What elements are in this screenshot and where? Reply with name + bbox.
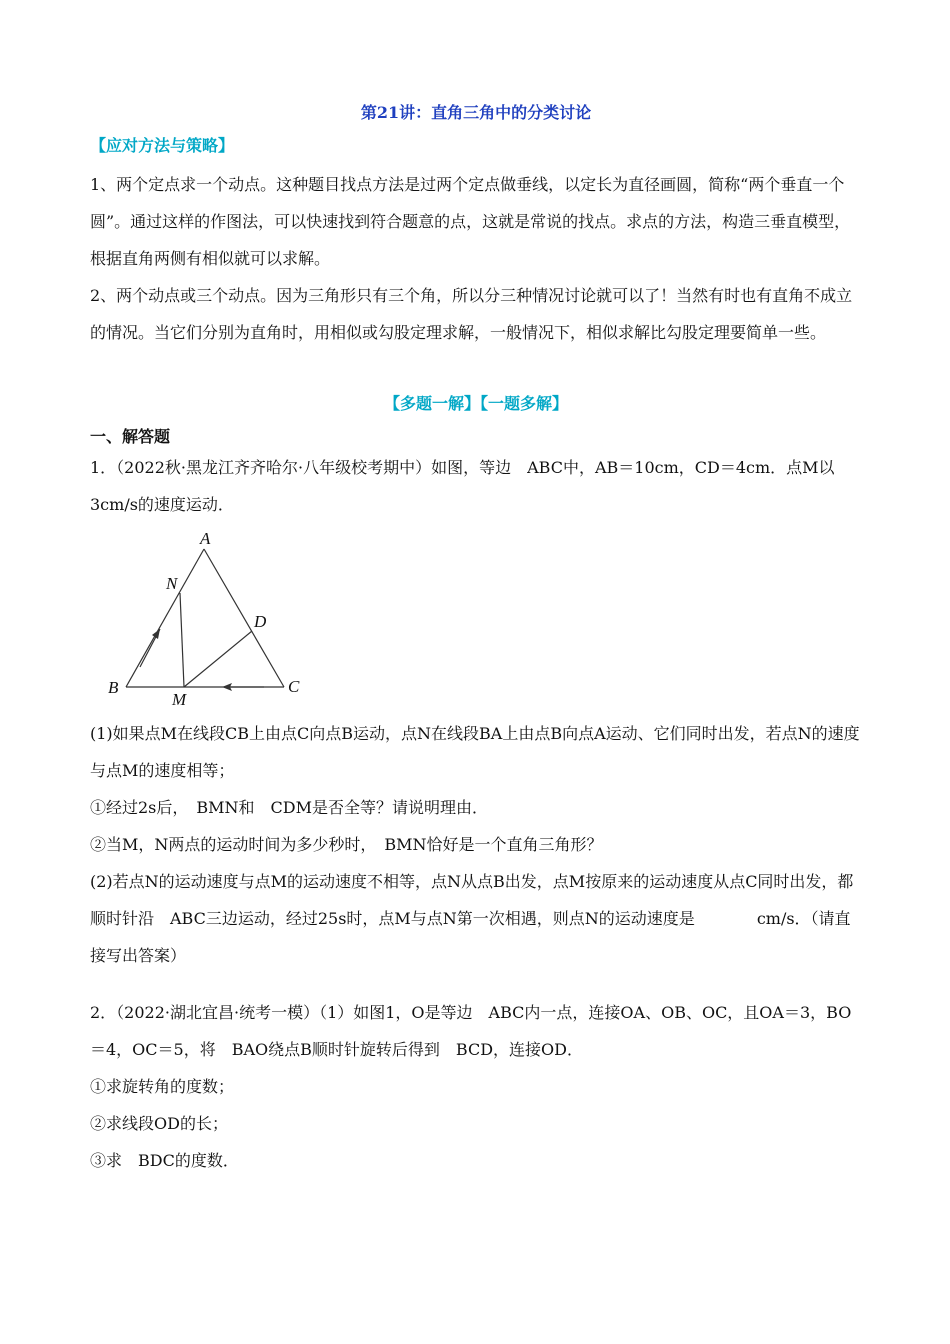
problem1-sub2: ②当M，N两点的运动时间为多少秒时， BMN恰好是一个直角三角形？ <box>90 835 603 854</box>
label-n: N <box>166 574 178 593</box>
triangle-figure <box>100 529 300 709</box>
arrow-ba-head <box>152 629 160 639</box>
label-c: C <box>288 677 300 696</box>
segment-md <box>184 631 252 687</box>
document-page <box>90 100 862 1179</box>
problem1-part2: (2)若点N的运动速度与点M的运动速度不相等，点N从点B出发，点M按原来的运动速度从点C同时出发，都顺时针沿 ABC三边运动，经过25s时，点M与点N第一次相遇，则点N的运动速度是 cm/s．（请直接写出答案） <box>90 872 854 965</box>
label-a: A <box>200 529 211 548</box>
problem1-intro-cont: 3cm/s的速度运动． <box>90 495 234 514</box>
problem1-sub1: ①经过2s后， BMN和 CDM是否全等？请说明理由． <box>90 798 488 817</box>
strategy-item-1: 1、两个定点求一个动点。这种题目找点方法是过两个定点做垂线，以定长为直径画圆，简称“两个垂直一个圆”。通过这样的作图法，可以快速找到符合题意的点，这就是常说的找点。求点的方法，构造三垂直模型，根据直角两侧有相似就可以求解。 <box>90 175 851 268</box>
triangle-diagram <box>100 529 300 709</box>
problem2-q3: ③求 BDC的度数． <box>90 1151 239 1170</box>
side-ab <box>126 549 204 687</box>
side-ac <box>204 549 284 687</box>
label-b: B <box>108 678 119 697</box>
problem2-intro: 2．（2022·湖北宜昌·统考一模）（1）如图1，O是等边 ABC内一点，连接OA、OB、OC，且OA＝3，BO＝4，OC＝5，将 BAO绕点B顺时针旋转后得到 BCD，连接OD． <box>90 1003 852 1059</box>
lesson-title: 第21讲：直角三角中的分类讨论 <box>360 103 592 122</box>
problem1-part1: (1)如果点M在线段CB上由点C向点B运动，点N在线段BA上由点B向点A运动、它们同时出发，若点N的速度与点M的速度相等； <box>90 724 860 780</box>
strategy-header: 【应对方法与策略】 <box>90 136 235 155</box>
strategy-item-2: 2、两个动点或三个动点。因为三角形只有三个角，所以分三种情况讨论就可以了！当然有时也有直角不成立的情况。当它们分别为直角时，用相似或勾股定理求解，一般情况下，相似求解比勾股定理要简单一些。 <box>90 286 853 342</box>
problem2-q1: ①求旋转角的度数； <box>90 1077 235 1096</box>
label-d: D <box>254 612 267 631</box>
problem2-q2: ②求线段OD的长； <box>90 1114 228 1133</box>
problem1-intro: 1．（2022秋·黑龙江齐齐哈尔·八年级校考期中）如图，等边 ABC中，AB＝10cm，CD＝4cm．点M以 <box>90 458 835 477</box>
section-label: 一、解答题 <box>90 427 171 446</box>
label-m: M <box>172 690 187 709</box>
segment-nm <box>180 593 184 687</box>
multi-solution-header: 【多题一解】【一题多解】 <box>383 394 568 413</box>
